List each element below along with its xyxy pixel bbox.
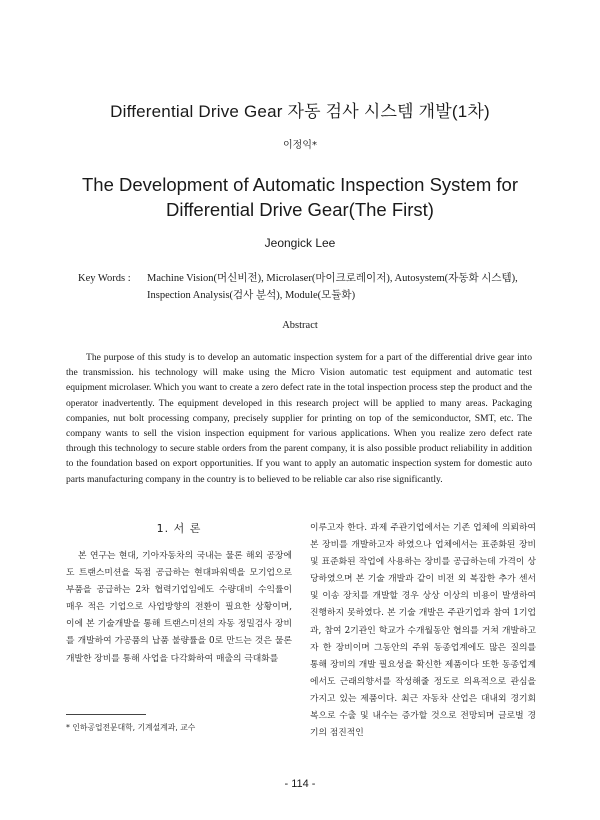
author-english: Jeongick Lee	[264, 236, 336, 250]
footnote-divider	[66, 714, 146, 715]
left-column	[66, 520, 292, 668]
title-en-line-2: Differential Drive Gear(The First)	[166, 199, 434, 220]
keywords-block	[78, 270, 538, 304]
keywords-label: Key Words :	[78, 273, 131, 284]
page-number: - 114 -	[284, 778, 316, 790]
right-column	[310, 520, 536, 742]
paper-title-english	[0, 172, 600, 222]
author-korean: 이정익*	[283, 140, 317, 151]
author-affiliation-footnote: * 인하공업전문대학, 기계설계과, 교수	[66, 723, 196, 732]
introduction-paragraph-left: 본 연구는 현대, 기아자동차의 국내는 물론 해외 공장에도 트랜스미션을 독점 공급하는 현대파워텍을 모기업으로 부품을 공급하는 2차 협력기업임에도 수량대비 수익률이 매우 적은 기업으로 사업방향의 전환이 필요한 상황이며, 이에 본 기술개발을 통해 트랜스미션의 자동 정밀검사 장비를 개발하여 가공품의 납품 불량률을 0로 만드는 것은 물론 개발한 장비를 통해 사업을 다각화하여 매출의 극대화를	[66, 551, 292, 664]
keywords-text: Machine Vision(머신비전), Microlaser(마이크로레이저), Autosystem(자동화 시스템), Inspection Analysis(검사 분석), Module(모듈화)	[147, 273, 518, 301]
section-heading-introduction: 1. 서 론	[156, 522, 202, 535]
paper-title-korean: Differential Drive Gear 자동 검사 시스템 개발(1차)	[110, 102, 490, 121]
title-en-line-1: The Development of Automatic Inspection System for	[82, 174, 518, 195]
introduction-paragraph-right: 이루고자 한다. 과제 주관기업에서는 기존 업체에 의뢰하여 본 장비를 개발하고자 하였으나 업체에서는 표준화된 장비 및 표준화된 작업에 사용하는 장비를 공급하는데 가격이 상당하였으며 본 기술 개발과 같이 비전 외 복잡한 추가 센서 및 이송 장치를 개발할 경우 상상 이상의 비용이 발생하여 진행하지 못하였다. 본 기술 개발은 주관기업과 참여 1기업과, 참여 2기관인 학교가 수개월동안 협의를 거쳐 개발하고자 한 장비이며 그동안의 주위 동종업계에도 많은 질의를 통해 장비의 개발 필요성을 확신한 제품이다 또한 동종업계에서도 근래의향서를 작성해줄 정도로 의욕적으로 관심을 가지고 있는 제품이다. 최근 자동차 산업은 대내외 경기회복으로 수출 및 내수는 증가할 것으로 전망되며 글로벌 경기의 점진적인	[310, 523, 536, 739]
abstract-heading: Abstract	[282, 320, 318, 331]
abstract-body: The purpose of this study is to develop an automatic inspection system for a part of the differential drive gear into the transmission. his technology will make using the Micro Vision automatic test equipment and automatic test equipment microlaser. Which you want to create a zero defect rate in the total inspection process step the product and the operator inadvertently. The equipment developed in this research project will be applied to many areas. Packaging companies, nut bolt processing company, precisely supplier for printing on top of the semiconductor, SMT, etc. The company wants to sell the vision inspection equipment for various applications. When you realize zero defect rate through this technology to secure stable orders from the parent company, it is also possible product reliability in addition to the foundation based on export opportunities. If you want to apply an automatic inspection system for domestic auto parts manufacturing company in the country is to believed to be reliable car also rise significantly.	[66, 352, 532, 485]
